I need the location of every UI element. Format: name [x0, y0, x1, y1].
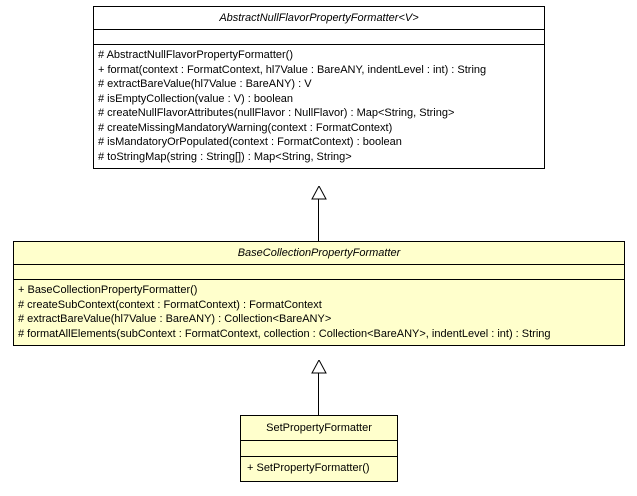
class-name-label: SetPropertyFormatter	[241, 416, 397, 441]
operation-item: + SetPropertyFormatter()	[247, 462, 370, 474]
class-operations-compartment	[94, 45, 544, 168]
operation-item: + format(context : FormatContext, hl7Value : BareANY, indentLevel : int) : String	[98, 63, 487, 76]
operation-item: + BaseCollectionPropertyFormatter()	[18, 284, 198, 296]
operation-item: # formatAllElements(subContext : FormatContext, collection : Collection<BareANY>, indentLevel : int) : String	[18, 327, 551, 340]
uml-class-base-collection-property-formatter[interactable]	[13, 241, 625, 346]
operation-item: # AbstractNullFlavorPropertyFormatter()	[98, 49, 293, 61]
operation-item: # createMissingMandatoryWarning(context : FormatContext)	[98, 121, 393, 134]
generalization-line-set-to-base	[318, 372, 319, 415]
operation-item: # createNullFlavorAttributes(nullFlavor : NullFlavor) : Map<String, String>	[98, 107, 455, 119]
class-name-label: AbstractNullFlavorPropertyFormatter<V>	[94, 7, 544, 30]
operation-item: # isEmptyCollection(value : V) : boolean	[98, 92, 294, 105]
operation-item: # createSubContext(context : FormatContext) : FormatContext	[18, 298, 322, 311]
class-attributes-compartment	[14, 265, 624, 280]
operation-item: # extractBareValue(hl7Value : BareANY) : Collection<BareANY>	[18, 313, 332, 325]
uml-class-abstract-null-flavor-property-formatter[interactable]	[93, 6, 545, 169]
class-attributes-compartment	[241, 441, 397, 457]
class-operations-compartment	[241, 457, 397, 481]
class-operations-compartment	[14, 280, 624, 345]
generalization-line-base-to-abstract	[318, 198, 319, 241]
operation-item: # extractBareValue(hl7Value : BareANY) : V	[98, 78, 312, 90]
class-name-label: BaseCollectionPropertyFormatter	[14, 242, 624, 265]
uml-class-set-property-formatter[interactable]	[240, 415, 398, 482]
generalization-arrowhead-set-to-base	[311, 360, 327, 374]
operation-item: # isMandatoryOrPopulated(context : FormatContext) : boolean	[98, 136, 402, 148]
generalization-arrowhead-base-to-abstract	[311, 186, 327, 200]
class-attributes-compartment	[94, 30, 544, 45]
operation-item: # toStringMap(string : String[]) : Map<String, String>	[98, 150, 352, 163]
